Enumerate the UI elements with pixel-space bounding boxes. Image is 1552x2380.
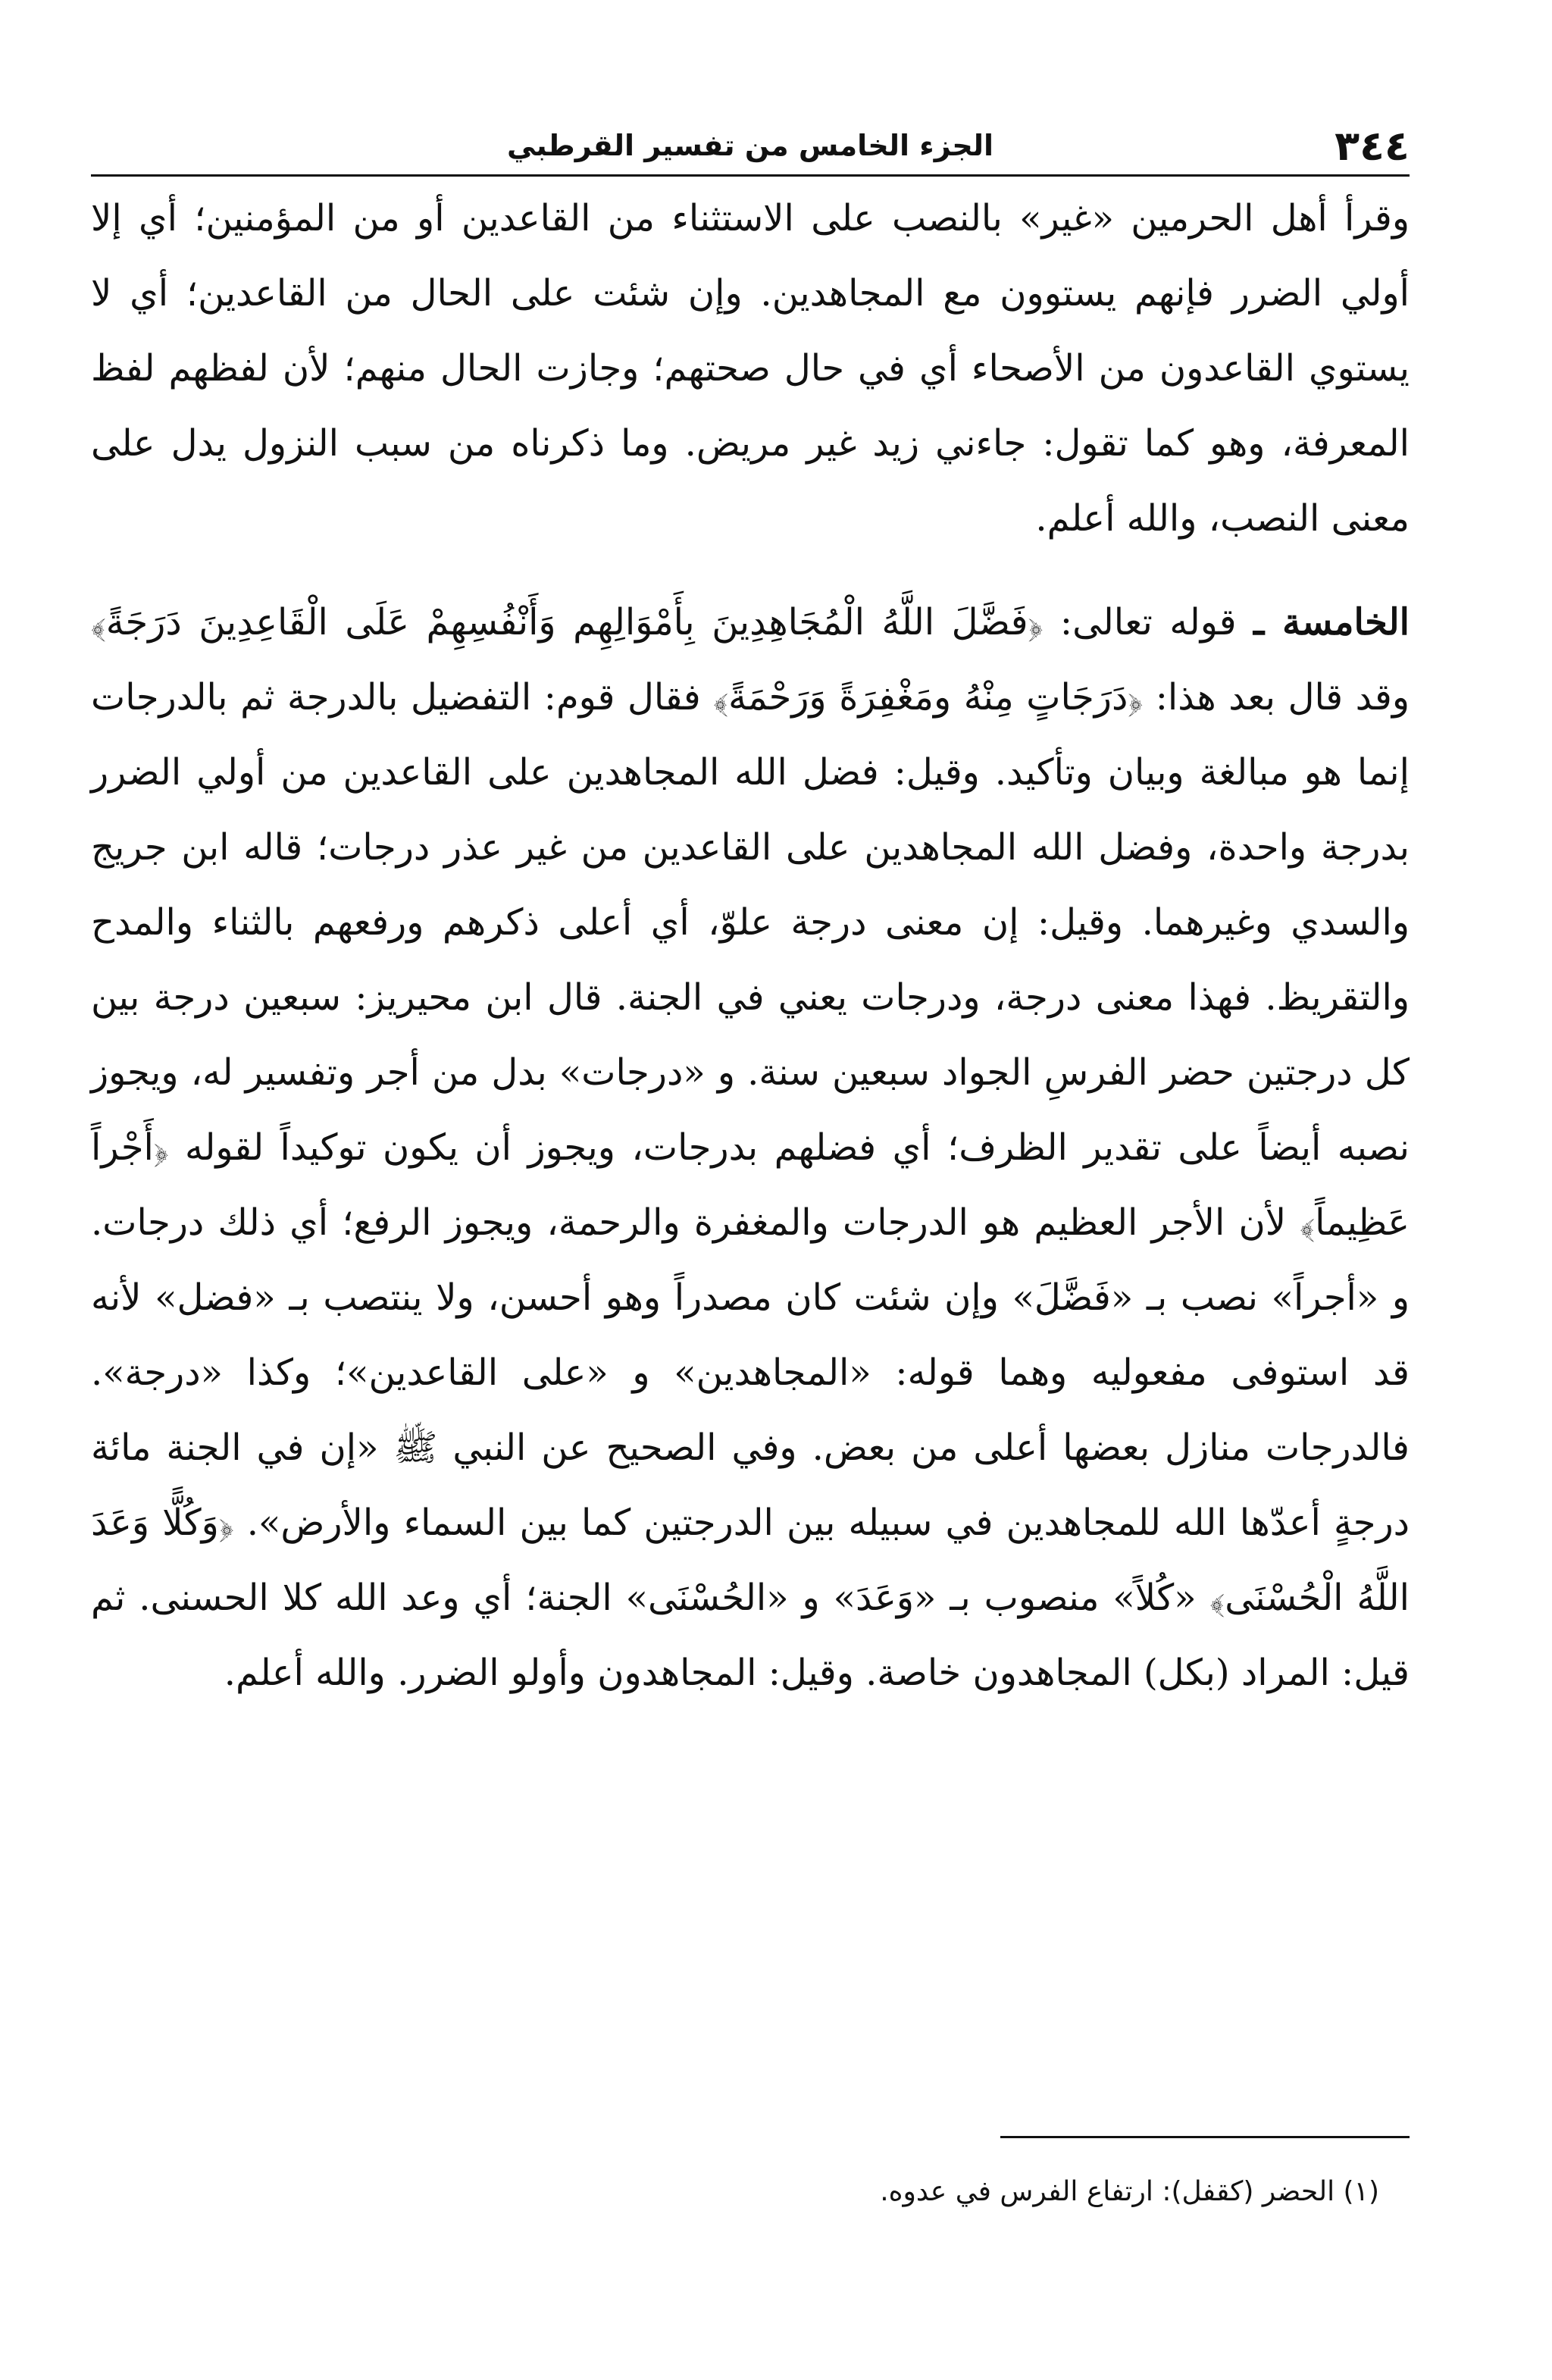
book-page	[91, 114, 1410, 2297]
paragraph-1: وقرأ أهل الحرمين «غير» بالنصب على الاستثناء من القاعدين أو من المؤمنين؛ أي إلا أولي الضرر فإنهم يستوون مع المجاهدين. وإن شئت على الحال من القاعدين؛ أي لا يستوي القاعدون من الأصحاء أي في حال صحتهم؛ وجازت الحال منهم؛ لأن لفظهم لفظ المعرفة، وهو كما تقول: جاءني زيد غير مريض. وما ذكرناه من سبب النزول يدل على معنى النصب، والله أعلم.	[91, 197, 1410, 540]
header-rule	[91, 174, 1410, 177]
footnote-area	[91, 2136, 1410, 2211]
running-title: الجزء الخامس من تفسير القرطبي	[506, 129, 994, 162]
paragraph-2	[91, 585, 1410, 1711]
footnote: (١) الحضر (كقفل): ارتفاع الفرس في عدوه.	[880, 2176, 1379, 2207]
footnote-rule	[1000, 2136, 1410, 2138]
page-number: ٣٤٤	[1335, 122, 1410, 170]
main-text	[91, 181, 1410, 1711]
page-header	[91, 114, 1410, 170]
section-label: الخامسة ـ	[1253, 601, 1410, 644]
paragraph-2-text: قوله تعالى: ﴿فَضَّلَ اللَّهُ الْمُجَاهِدِينَ بِأَمْوَالِهِم وَأَنْفُسِهِمْ عَلَى الْقَاعِدِينَ دَرَجَةً﴾ وقد قال بعد هذا: ﴿دَرَجَاتٍ مِنْهُ ومَغْفِرَةً وَرَحْمَةً﴾ فقال قوم: التفضيل بالدرجة ثم بالدرجات إنما هو مبالغة وبيان وتأكيد. وقيل: فضل الله المجاهدين على القاعدين من أولي الضرر بدرجة واحدة، وفضل الله المجاهدين على القاعدين من غير عذر درجات؛ قاله ابن جريج والسدي وغيرهما. وقيل: إن معنى درجة علوّ، أي أعلى ذكرهم ورفعهم بالثناء والمدح والتقريظ. فهذا معنى درجة، ودرجات يعني في الجنة. قال ابن محيريز: سبعين درجة بين كل درجتين حضر الفرسِ الجواد سبعين سنة. و «درجات» بدل من أجر وتفسير له، ويجوز نصبه أيضاً على تقدير الظرف؛ أي فضلهم بدرجات، ويجوز أن يكون توكيداً لقوله ﴿أَجْراً عَظِيماً﴾ لأن الأجر العظيم هو الدرجات والمغفرة والرحمة، ويجوز الرفع؛ أي ذلك درجات. و «أجراً» نصب بـ «فَضَّلَ» وإن شئت كان مصدراً وهو أحسن، ولا ينتصب بـ «فضل» لأنه قد استوفى مفعوليه وهما قوله: «المجاهدين» و «على القاعدين»؛ وكذا «درجة». فالدرجات منازل بعضها أعلى من بعض. وفي الصحيح عن النبي ﷺ «إن في الجنة مائة درجةٍ أعدّها الله للمجاهدين في سبيله بين الدرجتين كما بين السماء والأرض». ﴿وَكُلًّا وَعَدَ اللَّهُ الْحُسْنَى﴾ «كُلاً» منصوب بـ «وَعَدَ» و «الحُسْنَى» الجنة؛ أي وعد الله كلا الحسنى. ثم قيل: المراد (بكل) المجاهدون خاصة. وقيل: المجاهدون وأولو الضرر. والله أعلم.	[91, 601, 1410, 1694]
